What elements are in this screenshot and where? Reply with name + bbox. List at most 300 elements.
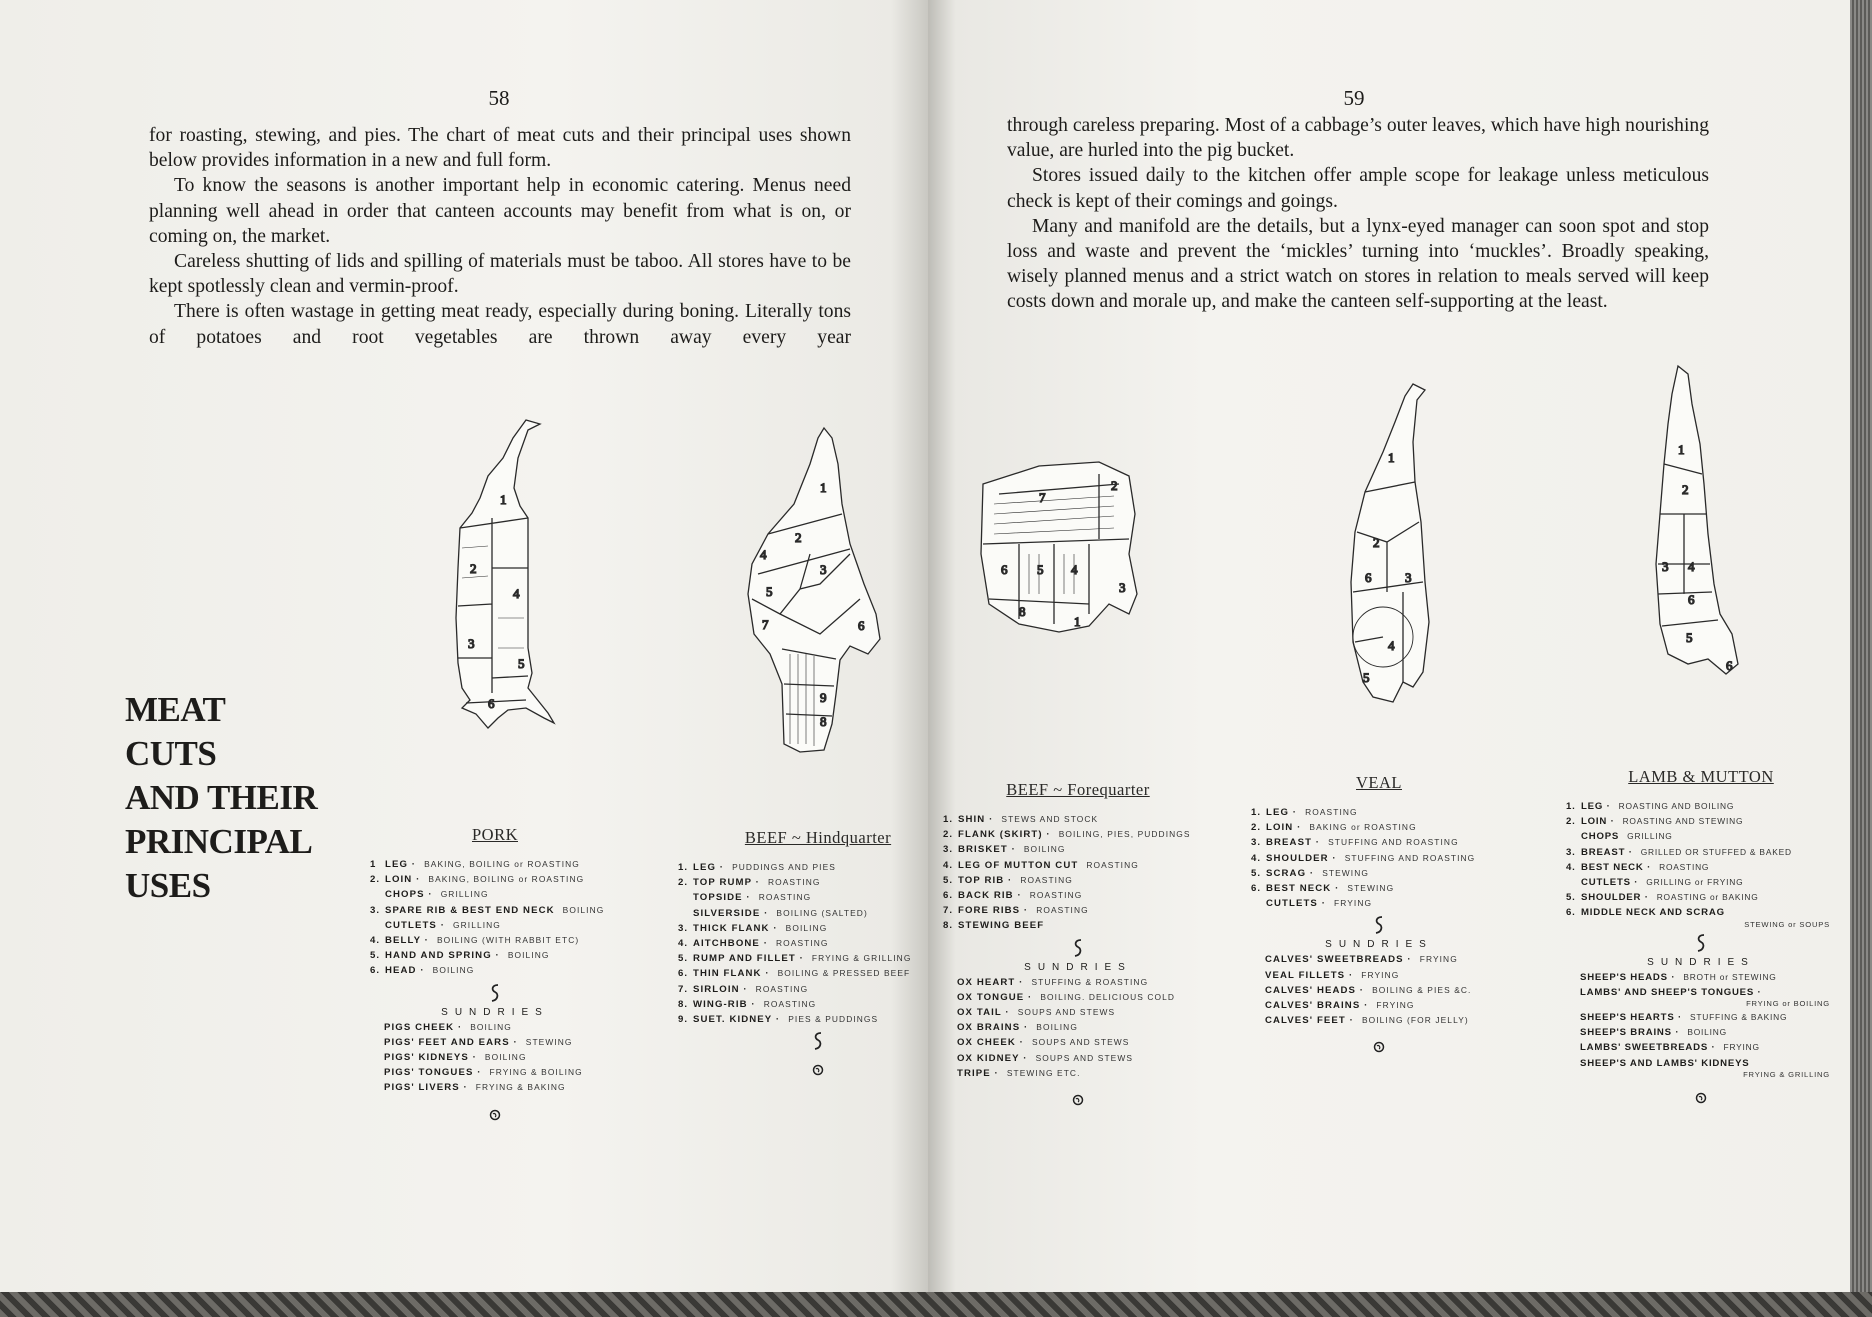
sundry-use: BOILING <box>1687 1027 1727 1038</box>
cut-number: 3 <box>468 636 475 651</box>
pork-section <box>370 825 620 1122</box>
sundry-row <box>943 1051 1213 1066</box>
cut-use: BOILING (SALTED) <box>776 907 868 918</box>
cut-name: THICK FLANK · <box>693 922 778 934</box>
section-title: PORK <box>471 825 518 844</box>
sundry-row <box>370 1050 620 1065</box>
cut-use: STEWING <box>1347 883 1395 894</box>
cut-row <box>943 903 1213 918</box>
section-title: BEEF ~ Forequarter <box>1006 780 1150 799</box>
cut-number: 1 <box>370 859 377 870</box>
cut-row <box>1566 875 1836 890</box>
cut-name: BEST NECK · <box>1266 883 1340 895</box>
sundry-use: BOILING. DELICIOUS COLD <box>1040 991 1176 1002</box>
sundry-use: FRYING <box>1361 969 1400 980</box>
cut-number: 1. <box>1566 801 1576 812</box>
cut-number: 4 <box>513 586 520 601</box>
cut-name: LOIN · <box>1266 822 1302 834</box>
sundry-use: STEWING ETC. <box>1006 1067 1081 1078</box>
cut-name: STEWING BEEF <box>958 920 1045 932</box>
cut-number: 2 <box>470 561 477 576</box>
cut-number: 5. <box>1251 867 1262 879</box>
cut-name: BREAST · <box>1266 837 1321 849</box>
cut-name: TOPSIDE · <box>693 892 751 904</box>
cut-number: 4. <box>370 935 381 947</box>
cut-number: 6 <box>488 696 495 711</box>
sundry-row <box>943 1020 1213 1035</box>
beef-forequarter-illustration <box>979 454 1141 634</box>
sundry-name: VEAL FILLETS · <box>1265 969 1354 981</box>
sundry-name: OX TAIL · <box>957 1007 1010 1019</box>
cut-use: ROASTING <box>1305 807 1358 817</box>
book-cover-bottom <box>0 1292 1872 1317</box>
sundry-row <box>1566 1010 1836 1025</box>
sundry-name: PIGS' FEET AND EARS · <box>384 1036 518 1048</box>
sundry-row <box>1251 983 1507 998</box>
cut-row <box>943 827 1213 842</box>
sundry-row <box>943 1035 1213 1050</box>
sundry-row <box>1251 998 1507 1013</box>
cut-use: ROASTING <box>767 877 821 888</box>
beef-forequarter-section <box>943 780 1213 1107</box>
cut-name: BACK RIB · <box>958 890 1022 902</box>
cut-use: ROASTING <box>1036 905 1089 916</box>
body-text <box>1007 113 1709 315</box>
cut-name: CHOPS · <box>385 889 433 901</box>
cut-number: 6 <box>1688 592 1695 607</box>
cut-use: GRILLING <box>1627 831 1673 842</box>
sundry-row <box>1251 952 1507 967</box>
cut-number: 2 <box>1111 478 1118 493</box>
cut-number: 6 <box>1001 562 1008 577</box>
sundry-row <box>943 1005 1213 1020</box>
cut-number: 7. <box>678 983 689 995</box>
cut-number: 1 <box>500 492 507 507</box>
cut-use: ROASTING <box>763 998 817 1009</box>
cut-number: 2 <box>795 530 802 545</box>
cut-name: MIDDLE NECK AND SCRAG <box>1581 907 1725 919</box>
cut-use: ROASTING <box>776 938 829 949</box>
sundry-use: STEWING <box>525 1036 573 1047</box>
sundry-name: OX KIDNEY · <box>957 1052 1028 1064</box>
cut-row <box>678 860 958 875</box>
cut-number: 2 <box>1373 535 1380 550</box>
cut-name: LEG · <box>1266 807 1298 818</box>
cut-name: HEAD · <box>385 965 425 977</box>
cut-row <box>370 857 620 872</box>
cut-number: 6. <box>1251 883 1262 895</box>
cut-number: 3. <box>1251 837 1262 849</box>
cut-number: 7 <box>762 617 769 632</box>
cut-row <box>1566 845 1836 860</box>
sundry-use: SOUPS AND STEWS <box>1035 1052 1134 1063</box>
pork-carcass-illustration <box>448 418 558 753</box>
section-title: BEEF ~ Hindquarter <box>744 828 892 847</box>
cut-number: 1 <box>1388 450 1395 465</box>
sundry-row <box>943 1066 1213 1081</box>
cut-name: BRISKET · <box>958 844 1016 856</box>
sundry-name: OX HEART · <box>957 976 1024 988</box>
cut-name: TOP RIB · <box>958 874 1013 886</box>
cut-name: CUTLETS · <box>1581 877 1639 889</box>
sundry-use: STUFFING & BAKING <box>1689 1012 1788 1023</box>
cut-name: THIN FLANK · <box>693 968 770 980</box>
ornament-icon <box>370 983 620 1003</box>
cut-row <box>370 963 620 978</box>
cut-number: 2. <box>943 829 954 841</box>
right-page <box>928 0 1850 1292</box>
sundry-use: FRYING <box>1419 954 1458 965</box>
cut-number: 4 <box>760 547 767 562</box>
cut-row <box>943 858 1213 873</box>
paragraph: through careless preparing. Most of a cabbage’s outer leaves, which have high nourishing value, are hurled into the pig bucket. <box>1007 115 1709 162</box>
cut-row <box>370 948 620 963</box>
cut-row <box>370 933 620 948</box>
veal-section <box>1251 773 1507 1054</box>
cut-use: PIES & PUDDINGS <box>788 1014 879 1025</box>
paragraph: To know the seasons is another important help in economic catering. Menus need planning well ahead in order that canteen accounts may benefit from what is on, or coming on, the market. <box>149 175 851 247</box>
sundry-name: LAMBS' AND SHEEP'S TONGUES · <box>1580 986 1762 998</box>
cut-use: BOILING <box>507 950 550 961</box>
cut-use: GRILLED OR STUFFED & BAKED <box>1640 846 1792 857</box>
end-mark-icon <box>943 1093 1213 1107</box>
cut-number: 4. <box>678 938 689 950</box>
sundry-row <box>1251 1013 1507 1028</box>
cut-use: FRYING & GRILLING <box>811 953 912 964</box>
cut-row <box>678 921 958 936</box>
sundry-use: FRYING & BOILING <box>489 1067 583 1078</box>
cut-number: 5 <box>766 584 773 599</box>
cut-name: HAND AND SPRING · <box>385 950 500 962</box>
cut-use: ROASTING <box>1029 890 1083 901</box>
sundries-label: SUNDRIES <box>1647 956 1755 968</box>
cut-name: LEG · <box>385 859 417 870</box>
cut-use: ROASTING <box>1020 874 1073 885</box>
sundry-row <box>370 1020 620 1035</box>
cut-number: 8. <box>943 920 954 932</box>
sundry-use: BOILING <box>1036 1022 1078 1033</box>
title-line: AND THEIR <box>125 778 318 817</box>
cut-name: BEST NECK · <box>1581 861 1652 873</box>
cut-use: FRYING <box>1334 898 1373 909</box>
cut-number: 5 <box>518 656 525 671</box>
cut-number: 3. <box>943 844 954 856</box>
cut-use: BOILING <box>432 965 475 976</box>
sundry-use: FRYING or BOILING <box>1746 999 1830 1009</box>
sundries-list <box>1566 970 1836 1079</box>
cut-number: 3. <box>678 922 689 934</box>
cut-name: SUET. KIDNEY · <box>693 1014 781 1026</box>
cut-name: BELLY · <box>385 935 429 947</box>
sundry-row <box>1251 968 1507 983</box>
cut-number: 8 <box>1019 604 1026 619</box>
cut-use: STUFFING AND ROASTING <box>1328 837 1459 848</box>
cut-name: SHIN · <box>958 814 994 825</box>
cut-row <box>1566 829 1836 844</box>
sundry-row <box>370 1080 620 1095</box>
title-line: PRINCIPAL <box>125 822 313 861</box>
cut-number: 5 <box>1686 630 1693 645</box>
cut-row <box>1251 805 1507 820</box>
cut-use: ROASTING <box>1086 859 1139 870</box>
sundry-row <box>943 975 1213 990</box>
sundries-list <box>943 975 1213 1081</box>
cut-name: LEG OF MUTTON CUT <box>958 859 1079 871</box>
cut-number: 8 <box>820 714 827 729</box>
sundry-use: STUFFING & ROASTING <box>1031 976 1149 987</box>
book-cover-edge <box>1850 0 1872 1317</box>
cut-use: PUDDINGS AND PIES <box>732 862 836 872</box>
cut-use: BAKING, BOILING or ROASTING <box>424 859 580 869</box>
cut-row <box>943 918 1213 933</box>
sundry-name: OX TONGUE · <box>957 991 1033 1003</box>
cut-number: 5. <box>370 950 381 962</box>
sundry-name: CALVES' SWEETBREADS · <box>1265 954 1412 966</box>
cut-row <box>678 951 958 966</box>
cut-name: SPARE RIB & BEST END NECK <box>385 904 555 916</box>
ornament-icon <box>1251 915 1507 935</box>
cut-number: 3. <box>370 904 381 916</box>
cut-row <box>678 966 958 981</box>
cut-number: 6. <box>943 890 954 902</box>
cut-use: BAKING, BOILING or ROASTING <box>428 874 585 885</box>
paragraph: Many and manifold are the details, but a lynx-eyed manager can soon spot and stop loss and waste and prevent the ‘mickles’ turning into ‘muckles’. Broadly speaking, wisely planned menus and a strict watch on stores in relation to meals served will keep costs down and morale up, and make the canteen self-supporting at the least. <box>1007 215 1709 313</box>
sundries-list <box>1251 952 1507 1028</box>
cut-number: 7 <box>1039 490 1046 505</box>
chart-title <box>125 688 317 908</box>
sundry-row <box>370 1035 620 1050</box>
cut-row <box>1566 890 1836 905</box>
cut-use: ROASTING <box>1659 861 1710 872</box>
cut-number: 1. <box>943 814 954 825</box>
cut-row <box>943 812 1213 827</box>
cut-number: 1 <box>1074 614 1081 629</box>
sundry-row <box>1566 1056 1836 1079</box>
cut-name: SILVERSIDE · <box>693 907 769 919</box>
cut-name: FORE RIBS · <box>958 905 1029 917</box>
sundry-row <box>370 1065 620 1080</box>
cut-row <box>678 982 958 997</box>
cut-number: 5 <box>1363 670 1370 685</box>
cut-row <box>678 875 958 890</box>
cut-use: GRILLING <box>440 889 489 900</box>
sundry-name: PIGS' LIVERS · <box>384 1082 468 1094</box>
ornament-icon <box>943 938 1213 958</box>
end-mark-icon <box>678 1063 958 1077</box>
lamb-carcass-illustration <box>1648 364 1743 684</box>
paragraph: for roasting, stewing, and pies. The chart of meat cuts and their principal uses shown below provides information in a new and full form. <box>149 125 851 172</box>
paragraph: There is often wastage in getting meat ready, especially during boning. Literally tons of potatoes and root vegetables are thrown away every year <box>149 301 851 348</box>
cut-use: STEWS AND STOCK <box>1001 814 1099 824</box>
cut-row <box>678 906 958 921</box>
cut-number: 6 <box>1365 570 1372 585</box>
cut-row <box>370 918 620 933</box>
cut-number: 6 <box>858 618 865 633</box>
cut-row <box>370 872 620 887</box>
cut-row <box>1251 820 1507 835</box>
cut-number: 3 <box>1662 559 1669 574</box>
cut-use: BOILING <box>562 904 605 915</box>
cut-name: CUTLETS · <box>1266 898 1326 910</box>
cut-number: 6. <box>1566 907 1576 919</box>
sundries-label: SUNDRIES <box>441 1006 549 1018</box>
cut-number: 5. <box>943 874 954 886</box>
cut-use: BOILING (WITH RABBIT ETC) <box>436 935 580 946</box>
sundry-name: OX BRAINS · <box>957 1022 1029 1034</box>
cut-name: SCRAG · <box>1266 867 1315 879</box>
cut-use: BAKING or ROASTING <box>1309 822 1417 833</box>
sundry-use: BOILING & PIES &C. <box>1372 984 1472 995</box>
sundry-use: BOILING (FOR JELLY) <box>1361 1015 1469 1026</box>
cut-number: 2 <box>1682 482 1689 497</box>
title-line: CUTS <box>125 734 217 773</box>
cut-number: 1. <box>1251 807 1262 818</box>
sundry-use: BOILING <box>484 1052 527 1063</box>
cut-name: LOIN · <box>1581 816 1615 828</box>
cut-row <box>678 936 958 951</box>
end-mark-icon <box>370 1108 620 1122</box>
sundry-use: FRYING & BAKING <box>475 1082 566 1093</box>
cut-row <box>370 903 620 918</box>
section-title: VEAL <box>1356 773 1402 792</box>
cut-row <box>1566 799 1836 814</box>
cut-number: 1 <box>1678 442 1685 457</box>
cut-number: 5. <box>1566 892 1576 904</box>
cut-use: STUFFING AND ROASTING <box>1344 852 1476 863</box>
sundry-row <box>1566 985 1836 1008</box>
beef-hindquarter-section <box>678 828 958 1077</box>
cut-name: CHOPS <box>1581 831 1620 843</box>
sundry-use: FRYING <box>1376 1000 1415 1011</box>
sundries-label: SUNDRIES <box>1325 939 1433 951</box>
paragraph: Stores issued daily to the kitchen offer ample scope for leakage unless meticulous check is kept of their comings and goings. <box>1007 165 1709 212</box>
cut-number: 3 <box>1119 580 1126 595</box>
cut-name: RUMP AND FILLET · <box>693 953 804 965</box>
cut-use: STEWING or SOUPS <box>1744 919 1830 929</box>
paragraph: Careless shutting of lids and spilling of materials must be taboo. All stores have to be kept spotlessly clean and vermin-proof. <box>149 251 851 298</box>
cut-row <box>678 1012 958 1027</box>
cut-number: 9. <box>678 1014 689 1026</box>
cut-name: BREAST · <box>1581 846 1633 858</box>
cut-use: ROASTING <box>755 983 809 994</box>
cut-number: 5. <box>678 953 689 965</box>
title-line: MEAT <box>125 690 226 729</box>
cut-row <box>1251 881 1507 896</box>
cut-use: ROASTING AND STEWING <box>1622 816 1744 827</box>
cut-number: 3 <box>1405 570 1412 585</box>
sundry-use: SOUPS AND STEWS <box>1031 1037 1130 1048</box>
sundry-name: SHEEP'S HEARTS · <box>1580 1012 1682 1024</box>
sundry-row <box>1566 1040 1836 1055</box>
lamb-mutton-section <box>1566 767 1836 1105</box>
cut-name: AITCHBONE · <box>693 938 768 950</box>
beef-hindquarter-illustration <box>740 424 885 754</box>
cut-row <box>370 887 620 902</box>
cut-use: BOILING & PRESSED BEEF <box>777 968 911 979</box>
cut-use: ROASTING AND BOILING <box>1618 801 1735 811</box>
cut-name: CUTLETS · <box>385 919 445 931</box>
cut-name: LEG · <box>1581 801 1611 812</box>
cut-name: WING-RIB · <box>693 998 756 1010</box>
cut-number: 3. <box>1566 846 1576 858</box>
sundry-name: SHEEP'S HEADS · <box>1580 971 1676 983</box>
cut-name: SHOULDER · <box>1581 892 1649 904</box>
cut-use: ROASTING or BAKING <box>1656 892 1759 903</box>
cut-name: TOP RUMP · <box>693 877 760 889</box>
sundry-name: LAMBS' SWEETBREADS · <box>1580 1042 1716 1054</box>
cut-number: 2. <box>678 877 689 889</box>
left-page <box>0 0 928 1292</box>
sundries-list <box>370 1020 620 1096</box>
cut-row <box>1251 851 1507 866</box>
cut-number: 9 <box>820 690 827 705</box>
cut-name: LEG · <box>693 862 725 873</box>
sundries-label: SUNDRIES <box>1024 961 1132 973</box>
sundry-name: CALVES' FEET · <box>1265 1015 1354 1027</box>
cut-row <box>943 888 1213 903</box>
cut-row <box>1251 866 1507 881</box>
body-text <box>149 123 851 350</box>
sundry-use: BOILING <box>470 1021 512 1032</box>
cut-row <box>1251 896 1507 911</box>
cut-row <box>943 842 1213 857</box>
cut-use: GRILLING or FRYING <box>1646 877 1744 888</box>
cut-number: 2. <box>370 874 381 886</box>
cut-row <box>1251 835 1507 850</box>
cut-number: 5 <box>1037 562 1044 577</box>
cut-row <box>943 873 1213 888</box>
cut-name: SHOULDER · <box>1266 852 1337 864</box>
sundry-name: PIGS' KIDNEYS · <box>384 1052 477 1064</box>
cut-number: 8. <box>678 998 689 1010</box>
cut-number: 2. <box>1251 822 1262 834</box>
sundry-row <box>1566 970 1836 985</box>
sundry-use: SOUPS AND STEWS <box>1017 1007 1116 1018</box>
sundry-use: BROTH or STEWING <box>1683 971 1777 982</box>
cut-row <box>1566 814 1836 829</box>
sundry-name: CALVES' HEADS · <box>1265 984 1365 996</box>
cut-row <box>1566 905 1836 928</box>
cut-number: 6 <box>1726 658 1733 673</box>
sundry-name: TRIPE · <box>957 1067 999 1079</box>
sundry-name: SHEEP'S BRAINS · <box>1580 1027 1680 1039</box>
sundry-use: FRYING <box>1723 1042 1760 1053</box>
cut-number: 6. <box>678 968 689 980</box>
cut-number: 4. <box>943 859 954 871</box>
cut-row <box>678 890 958 905</box>
sundry-row <box>1566 1025 1836 1040</box>
cut-use: BOILING, PIES, PUDDINGS <box>1058 829 1191 840</box>
cut-number: 6. <box>370 965 381 977</box>
section-title: LAMB & MUTTON <box>1628 767 1774 786</box>
cut-number: 4 <box>1688 559 1695 574</box>
cut-number: 7. <box>943 905 954 917</box>
cut-number: 4 <box>1388 638 1395 653</box>
cut-name: FLANK (SKIRT) · <box>958 829 1051 841</box>
sundry-name: PIGS' TONGUES · <box>384 1067 482 1079</box>
cut-number: 3 <box>820 562 827 577</box>
sundry-use: FRYING & GRILLING <box>1743 1069 1830 1079</box>
cut-row <box>678 997 958 1012</box>
cut-number: 1. <box>678 862 689 873</box>
cut-name: SIRLOIN · <box>693 983 748 995</box>
sundry-row <box>943 990 1213 1005</box>
ornament-icon <box>678 1031 958 1051</box>
cut-number: 2. <box>1566 816 1576 828</box>
cut-use: BOILING <box>1023 844 1066 855</box>
title-line: USES <box>125 866 211 905</box>
page-number: 58 <box>488 86 510 110</box>
